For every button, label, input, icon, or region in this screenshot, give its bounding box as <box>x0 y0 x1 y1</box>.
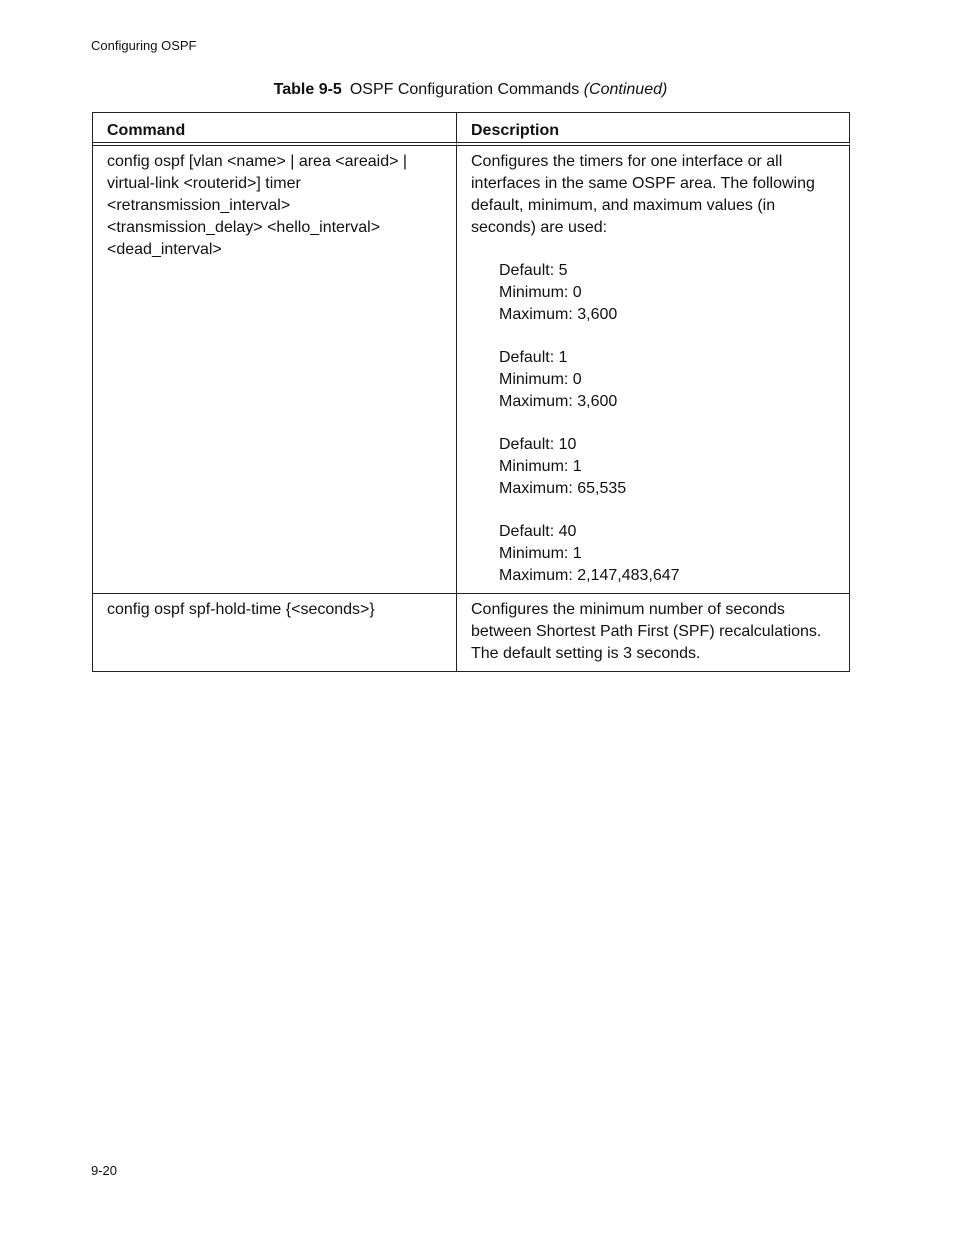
timer-values-group <box>471 260 843 326</box>
description-text: Configures the timers for one interface or all interfaces in the same OSPF area. The following default, minimum, and maximum values (in seconds) are used: <box>471 153 815 236</box>
minimum-value: Minimum: 1 <box>499 458 582 475</box>
command-cell: config ospf spf-hold-time {<seconds>} <box>93 594 457 672</box>
table-header-row <box>93 113 850 146</box>
description-cell <box>457 146 850 594</box>
minimum-value: Minimum: 0 <box>499 371 582 388</box>
maximum-value: Maximum: 3,600 <box>499 393 618 410</box>
maximum-value: Maximum: 65,535 <box>499 480 627 497</box>
timer-values-group <box>471 434 843 500</box>
default-value: Default: 1 <box>499 349 568 366</box>
table-caption-label: Table 9-5 <box>273 81 342 98</box>
maximum-value: Maximum: 2,147,483,647 <box>499 567 680 584</box>
column-header-description: Description <box>457 113 850 146</box>
default-value: Default: 5 <box>499 262 568 279</box>
minimum-value: Minimum: 0 <box>499 284 582 301</box>
timer-values-group <box>471 347 843 413</box>
page-number: 9-20 <box>91 1163 118 1178</box>
table-caption-title: OSPF Configuration Commands <box>349 81 580 98</box>
table-caption-continued: (Continued) <box>583 81 668 98</box>
table-caption <box>92 80 849 100</box>
ospf-commands-table <box>92 112 850 672</box>
default-value: Default: 10 <box>499 436 577 453</box>
command-cell: config ospf [vlan <name> | area <areaid> | virtual-link <routerid>] timer <retransmission_interval> <transmission_delay> <hello_interval> <dead_interval> <box>93 146 457 594</box>
minimum-value: Minimum: 1 <box>499 545 582 562</box>
timer-values-group <box>471 521 843 587</box>
column-header-command: Command <box>93 113 457 146</box>
table-row <box>93 146 850 594</box>
description-cell: Configures the minimum number of seconds between Shortest Path First (SPF) recalculations. The default setting is 3 seconds. <box>457 594 850 672</box>
maximum-value: Maximum: 3,600 <box>499 306 618 323</box>
table-row <box>93 594 850 672</box>
default-value: Default: 40 <box>499 523 577 540</box>
running-header: Configuring OSPF <box>91 38 197 53</box>
